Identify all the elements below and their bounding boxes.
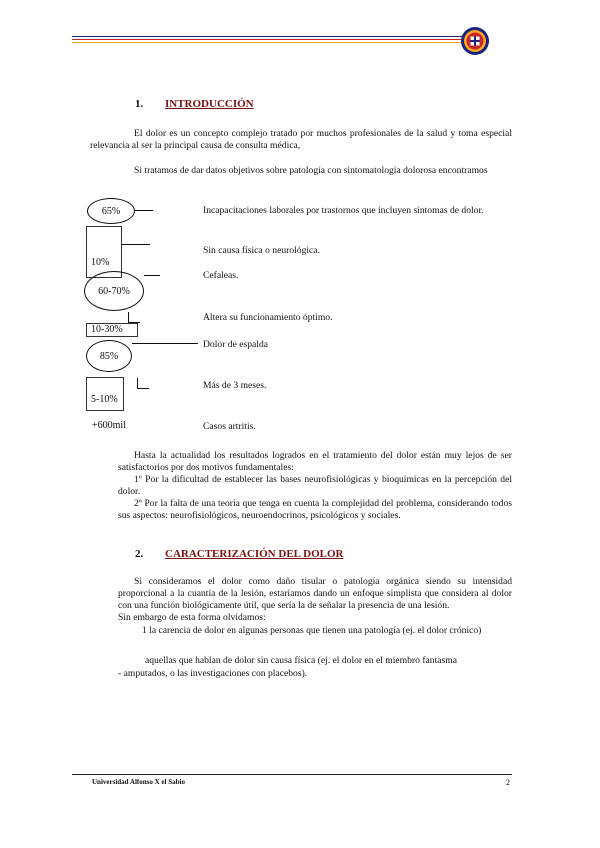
section-1-title: INTRODUCCIÓN (165, 98, 254, 110)
value-600mil: +600mil (92, 420, 126, 431)
label-incapacitaciones: Incapacitaciones laborales por trastornos que incluyen síntomas de dolor. (203, 205, 484, 216)
value-5-10-box (86, 377, 124, 411)
section-1-heading (135, 98, 435, 112)
reason-2: 2º Por la falta de una teoría que tenga en cuenta la complejidad del problema, considerando todos sus aspectos: neurofisiológicos, neuroendocrinos, psicológicos y sociales. (118, 498, 512, 521)
value-10: 10% (91, 257, 110, 268)
value-65: 65% (87, 198, 135, 224)
label-dolor-espalda: Dolor de espalda (203, 339, 269, 350)
label-altera: Altera su funcionamiento óptimo. (203, 312, 333, 323)
footer-rule (72, 774, 512, 775)
item-1: 1 la carencia de dolor en algunas personas que tienen una patología (ej. el dolor crónico) (142, 625, 482, 636)
header-rule-blue (72, 36, 464, 37)
connector-60-70 (144, 275, 160, 276)
item-2-continuation: - amputados, o las investigaciones con placebos). (118, 668, 308, 679)
reason-1: 1º Por la dificultad de establecer las bases neurofisiológicas y bioquímicas en la percepción del dolor. (118, 474, 512, 497)
label-casos-artritis: Casos artritis. (203, 421, 256, 432)
results-paragraph: Hasta la actualidad los resultados logrados en el tratamiento del dolor están muy lejos de ser satisfactorios por dos motivos fundamentales: (118, 450, 512, 473)
connector-5-10-vertical (137, 378, 138, 388)
olvidamos-line: Sin embargo de esta forma olvidamos: (118, 612, 266, 623)
intro-paragraph-2: Si tratamos de dar datos objetivos sobre patología con sintomatología dolorosa encontramos (134, 165, 488, 176)
section-2-title: CARACTERIZACIÓN DEL DOLOR (165, 548, 344, 560)
intro-paragraph-1: El dolor es un concepto complejo tratado por muchos profesionales de la salud y toma especial relevancia al ser la principal causa de consulta médica, (90, 128, 512, 151)
characterization-paragraph: Si consideramos el dolor como daño tisular o patología orgánica siendo su intensidad proporcional a la cuantía de la lesión, estaríamos dando un enfoque simplista que considera al dolor con una función biológicamente útil, que sería la de señalar la presencia de una lesión. (118, 576, 512, 611)
section-2-heading (135, 548, 455, 562)
footer-university: Universidad Alfonso X el Sabio (92, 778, 185, 786)
page-number: 2 (506, 778, 510, 787)
connector-85 (132, 343, 198, 344)
university-seal-icon (460, 26, 490, 56)
connector-5-10 (137, 388, 149, 389)
section-2-number: 2. (135, 548, 144, 560)
value-10-30: 10-30% (86, 323, 138, 337)
connector-10-30-vertical (128, 312, 129, 322)
section-1-number: 1. (135, 98, 144, 110)
header-rule-red (72, 39, 464, 40)
value-60-70: 60-70% (84, 271, 144, 311)
connector-65 (135, 210, 153, 211)
label-cefaleas: Cefaleas. (203, 270, 239, 281)
label-sin-causa: Sin causa física o neurológica. (203, 245, 320, 256)
value-5-10: 5-10% (91, 394, 118, 405)
label-mas-3-meses: Más de 3 meses. (203, 380, 267, 391)
connector-10 (122, 244, 150, 245)
value-85: 85% (86, 340, 132, 372)
header-rule-gold (72, 42, 464, 43)
item-2: aquellas que hablan de dolor sin causa física (ej. el dolor en el miembro fantasma (145, 655, 457, 666)
